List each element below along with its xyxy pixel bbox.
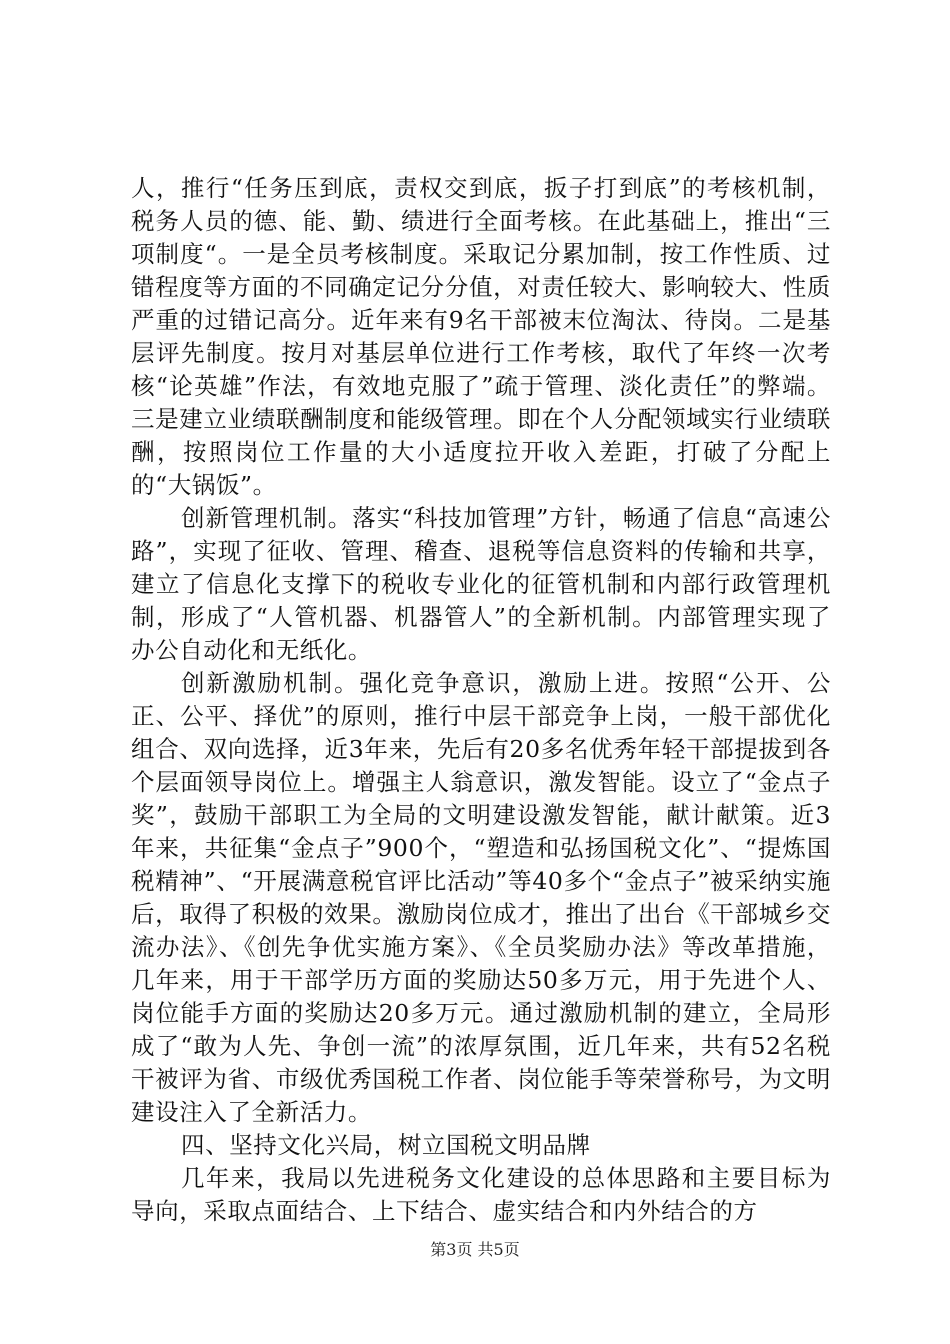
section-heading: 四、坚持文化兴局，树立国税文明品牌 xyxy=(181,1131,591,1159)
paragraph-incentive-mechanism: 创新激励机制。强化竞争意识，激励上进。按照“公开、公正、公平、择优”的原则，推行中层干部竞争上岗，一般干部优化组合、双向选择，近3年来，先后有20多名优秀年轻干部提拔到各个层面领导岗位上。增强主人翁意识，激发智能。设立了“金点子奖”，鼓励干部职工为全局的文明建设激发智能，献计献策。近3年来，共征集“金点子”900个，“塑造和弘扬国税文化”、“提炼国税精神”、“开展满意税官评比活动”等40多个“金点子”被采纳实施后，取得了积极的效果。激励岗位成才，推出了出台《干部城乡交流办法》、《创先争优实施方案》、《全员奖励办法》等改革措施，几年来，用于干部学历方面的奖励达50多万元，用于先进个人、岗位能手方面的奖励达20多万元。通过激励机制的建立，全局形成了“敢为人先、争创一流”的浓厚氛围，近几年来，共有52名税干被评为省、市级优秀国税工作者、岗位能手等荣誉称号，为文明建设注入了全新活力。 xyxy=(131,669,831,1126)
document-body xyxy=(131,172,831,1228)
paragraph-management-mechanism: 创新管理机制。落实“科技加管理”方针，畅通了信息“高速公路”，实现了征收、管理、稽查、退税等信息资料的传输和共享，建立了信息化支撑下的税收专业化的征管机制和内部行政管理机制，形成了“人管机器、机器管人”的全新机制。内部管理实现了办公自动化和无纸化。 xyxy=(131,504,831,664)
paragraph-continued: 人，推行“任务压到底，责权交到底，扳子打到底”的考核机制，税务人员的德、能、勤、绩进行全面考核。在此基础上，推出“三项制度“。一是全员考核制度。采取记分累加制，按工作性质、过错程度等方面的不同确定记分分值，对责任较大、影响较大、性质严重的过错记高分。近年来有9名干部被末位淘汰、待岗。二是基层评先制度。按月对基层单位进行工作考核，取代了年终一次考核“论英雄”作法，有效地克服了”疏于管理、淡化责任”的弊端。三是建立业绩联酬制度和能级管理。即在个人分配领域实行业绩联酬，按照岗位工作量的大小适度拉开收入差距，打破了分配上的“大锅饭”。 xyxy=(131,174,831,499)
page-number-footer: 第3页 共5页 xyxy=(430,1240,520,1259)
paragraph-culture: 几年来，我局以先进税务文化建设的总体思路和主要目标为导向，采取点面结合、上下结合、虚实结合和内外结合的方 xyxy=(131,1164,831,1225)
